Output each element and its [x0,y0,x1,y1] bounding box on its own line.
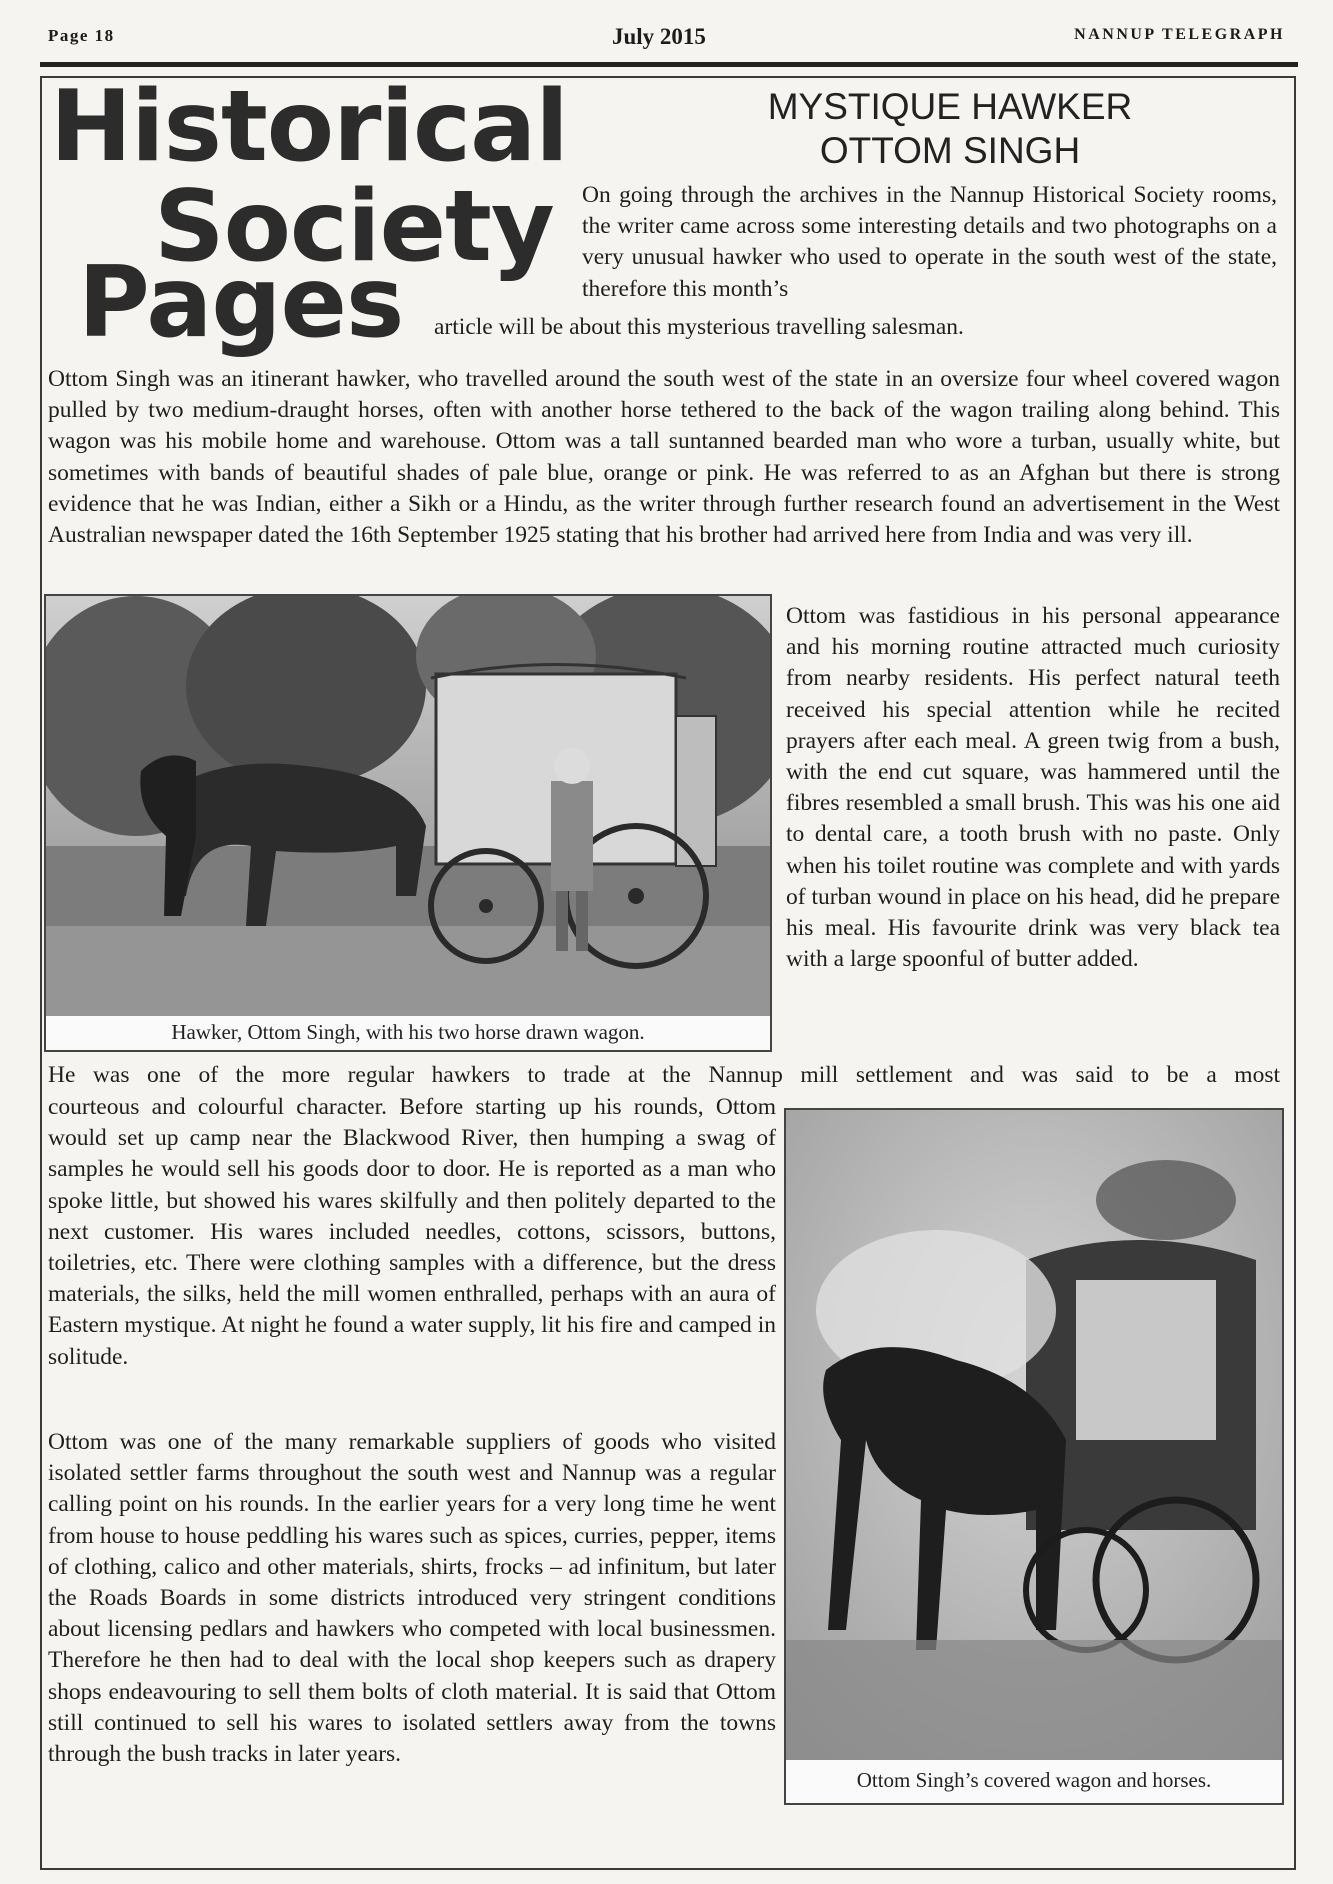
photo-1-caption: Hawker, Ottom Singh, with his two horse drawn wagon. [171,1020,645,1044]
newspaper-name: NANNUP TELEGRAPH [1074,26,1285,43]
masthead-line-1: Historical [50,70,568,184]
intro-paragraph-end: article will be about this mysterious travelling salesman. [434,314,964,340]
photo-2-frame [784,1108,1284,1805]
body-paragraph-3: courteous and colourful character. Before starting up his rounds, Ottom would set up camp near the Blackwood River, then humping a swag of samples he would sell his goods door to door. He is reported as a man who spoke little, but showed his wares skilfully and then politely departed to the next customer. His wares included needles, cottons, scissors, buttons, toiletries, etc. There were clothing samples with a difference, but the dress materials, the silks, held the mill women enthralled, perhaps with an aura of Eastern mystique. At night he found a water supply, lit his fire and camped in solitude. [48,1094,776,1370]
body-paragraph-2: Ottom was fastidious in his personal appearance and his morning routine attracted much curiosity from nearby residents. His perfect natural teeth received his special attention while he recited prayers after each meal. A green twig from a bush, with the end cut square, was hammered until the fibres resembled a small brush. This was his one aid to dental care, a tooth brush with no paste. Only when his toilet routine was complete and with yards of turban wound in place on his head, did he prepare his meal. His favourite drink was very black tea with a large spoonful of butter added. [786,603,1280,973]
headline-line-2: OTTOM SINGH [819,130,1081,171]
photo-wagon-horses-image [46,596,770,1016]
intro-paragraph: On going through the archives in the Nannup Historical Society rooms, the writer came across some interesting details and two photographs on a very unusual hawker who used to operate in the south west of the state, therefore this month’s [582,182,1277,302]
masthead-line-3: Pages [78,246,404,360]
photo-covered-wagon-image [786,1110,1282,1760]
header-rule [40,62,1298,67]
issue-date: July 2015 [612,24,706,49]
page-number: Page 18 [48,26,115,45]
body-paragraph-1: Ottom Singh was an itinerant hawker, who travelled around the south west of the state in an oversize four wheel covered wagon pulled by two medium-draught horses, often with another horse tethered to the back of the wagon trailing along behind. This wagon was his mobile home and warehouse. Ottom was a tall suntanned bearded man who wore a turban, usually white, but sometimes with bands of beautiful shades of pale blue, orange or pink. He was referred to as an Afghan but there is strong evidence that he was Indian, either a Sikh or a Hindu, as the writer through further research found an advertisement in the West Australian newspaper dated the 16th September 1925 stating that his brother had arrived here from India and was very ill. [48,366,1280,549]
headline-line-1: MYSTIQUE HAWKER [767,86,1133,127]
photo-1-frame [44,594,772,1052]
photo-2-caption: Ottom Singh’s covered wagon and horses. [856,1768,1212,1792]
masthead-line-2: Society [154,170,554,284]
body-paragraph-3-first-line: He was one of the more regular hawkers to trade at the Nannup mill settlement and was said to be a most [48,1062,1280,1088]
body-paragraph-4: Ottom was one of the many remarkable suppliers of goods who visited isolated settler farms throughout the south west and Nannup was a regular calling point on his rounds. In the earlier years for a very long time he went from house to house peddling his wares such as spices, curries, pepper, items of clothing, calico and other materials, shirts, frocks – ad infinitum, but later the Roads Boards in some districts introduced very stringent conditions about licensing pedlars and hawkers who competed with local businessmen. Therefore he then had to deal with the local shop keepers such as drapery shops endeavouring to sell them bolts of cloth material. It is said that Ottom still continued to sell his wares to isolated settlers away from the towns through the bush tracks in later years. [48,1429,776,1768]
